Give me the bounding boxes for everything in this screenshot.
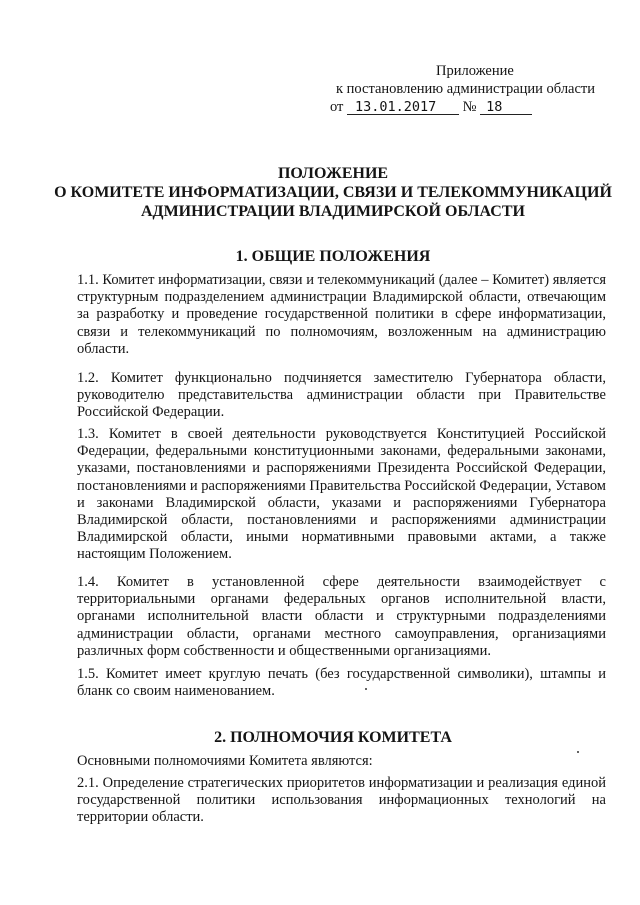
date-prefix: от — [330, 99, 344, 115]
title-line-3: АДМИНИСТРАЦИИ ВЛАДИМИРСКОЙ ОБЛАСТИ — [141, 203, 525, 220]
paragraph-1-2: 1.2. Комитет функционально подчиняется заместителю Губернатора области, руководителю представительства администрации области при Правительстве Российской Федерации. — [77, 370, 606, 421]
appendix-reference: к постановлению администрации области — [336, 81, 596, 97]
paragraph-1-4: 1.4. Комитет в установленной сфере деятельности взаимодействует с территориальными органами федеральных органов исполнительной власти, органами исполнительной власти области и структурными подразделениями администрации области, органами местного самоуправления, организациями различных форм собственности и общественными организациями. — [77, 574, 606, 659]
title-line-1: ПОЛОЖЕНИЕ — [277, 165, 389, 182]
appendix-title: Приложение — [436, 63, 514, 79]
scan-speck — [365, 688, 367, 690]
paragraph-1-3: 1.3. Комитет в своей деятельности руководствуется Конституцией Российской Федерации, федеральными конституционными законами, федеральными законами, указами, постановлениями и распоряжениями Президента Российской Федерации, постановлениями и распоряжениями Правительства Российской Федерации, Уставом и законами Владимирской области, указами и распоряжениями Губернатора Владимирской области, постановлениями и распоряжениями администрации Владимирской области, иными нормативными правовыми актами, а также настоящим Положением. — [77, 426, 606, 563]
appendix-date-number — [330, 98, 610, 116]
section-2-heading: 2. ПОЛНОМОЧИЯ КОМИТЕТА — [214, 729, 452, 746]
handwritten-number: 18 — [480, 100, 532, 115]
scan-speck — [577, 751, 579, 753]
document-title — [40, 164, 626, 221]
number-prefix: № — [462, 99, 477, 115]
title-line-2: О КОМИТЕТЕ ИНФОРМАТИЗАЦИИ, СВЯЗИ И ТЕЛЕКОММУНИКАЦИЙ — [54, 184, 612, 201]
handwritten-date: 13.01.2017 — [347, 100, 459, 115]
appendix-block — [330, 62, 610, 116]
section-1-heading: 1. ОБЩИЕ ПОЛОЖЕНИЯ — [235, 248, 431, 265]
section-2-intro: Основными полномочиями Комитета являются: — [77, 753, 373, 769]
paragraph-2-1: 2.1. Определение стратегических приоритетов информатизации и реализация единой государственной политики использования информационных технологий на территории области. — [77, 775, 606, 826]
paragraph-1-5: 1.5. Комитет имеет круглую печать (без государственной символики), штампы и бланк со своим наименованием. — [77, 666, 606, 700]
paragraph-1-1: 1.1. Комитет информатизации, связи и телекоммуникаций (далее – Комитет) является структурным подразделением администрации Владимирской области, отвечающим за разработку и проведение государственной политики в сфере информатизации, связи и телекоммуникаций по полномочиям, возложенным на администрацию области. — [77, 272, 606, 357]
